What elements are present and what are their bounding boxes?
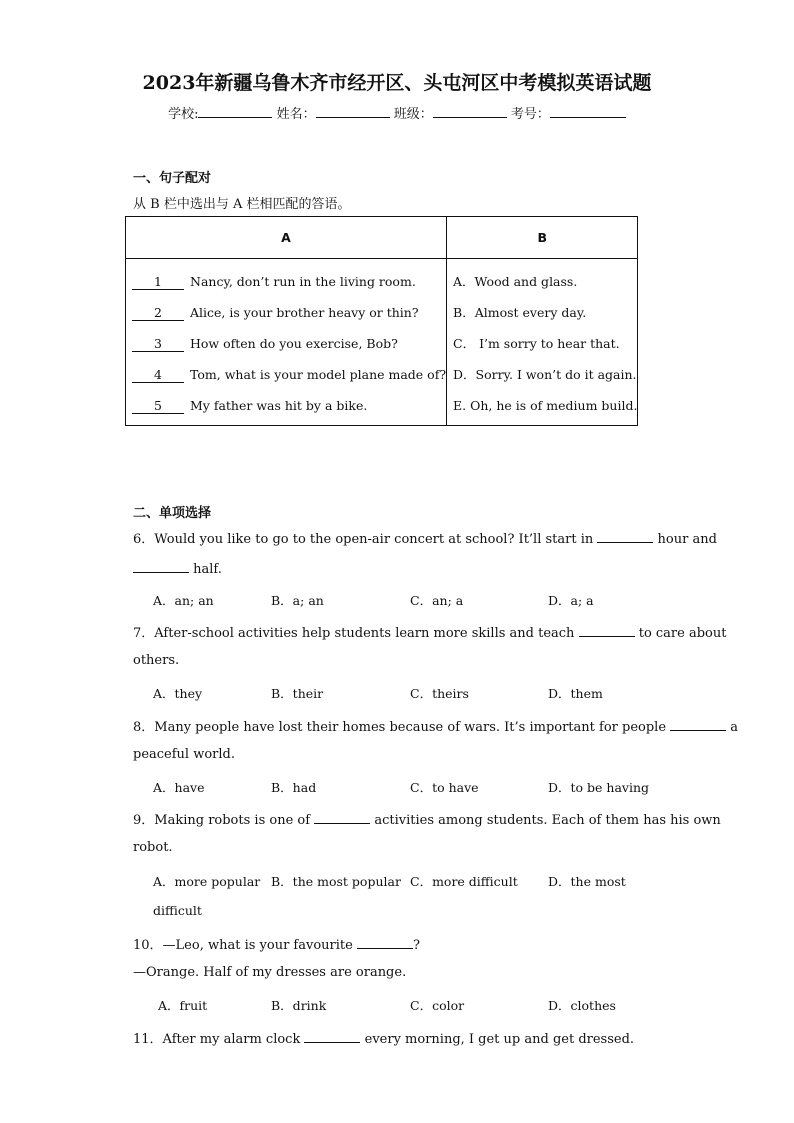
- q6-text-line2: half.: [193, 562, 222, 577]
- a-item: [126, 390, 446, 421]
- answer-blank: 1: [132, 275, 184, 290]
- class-label: 班级：: [393, 107, 433, 122]
- q8-option-b[interactable]: B．had: [271, 780, 317, 795]
- name-label: 姓名：: [276, 107, 316, 122]
- question-6: [133, 528, 717, 547]
- q8-text-cont: a: [730, 720, 739, 735]
- column-a-header: A: [126, 217, 447, 259]
- q11-blank: [304, 1030, 360, 1043]
- q6-option-a[interactable]: A．an; an: [153, 593, 214, 608]
- question-10: [133, 934, 420, 953]
- section1-heading: 一、句子配对: [133, 171, 212, 186]
- q6-blank-1: [597, 530, 653, 543]
- q7-text: 7．After-school activities help students learn more skills and teach: [133, 626, 575, 641]
- question-8: [133, 716, 738, 735]
- q7-option-a[interactable]: A．they: [153, 686, 203, 701]
- question-11: [133, 1028, 634, 1047]
- q9-option-d[interactable]: D．the most: [548, 874, 626, 889]
- q9-line-2: robot.: [133, 840, 173, 855]
- q8-option-c[interactable]: C．to have: [410, 780, 479, 795]
- q11-text: 11．After my alarm clock: [133, 1032, 301, 1047]
- answer-blank: 4: [132, 368, 184, 383]
- answer-blank: 3: [132, 337, 184, 352]
- q7-option-b[interactable]: B．their: [271, 686, 324, 701]
- q10-blank: [357, 936, 413, 949]
- column-a-cell: [126, 259, 447, 426]
- q10-line-2: —Orange. Half of my dresses are orange.: [133, 965, 407, 980]
- name-blank: [316, 105, 390, 118]
- a-item-text: Nancy, don’t run in the living room.: [190, 274, 416, 289]
- q8-blank: [670, 718, 726, 731]
- q8-option-d[interactable]: D．to be having: [548, 780, 650, 795]
- a-item: [126, 359, 446, 390]
- b-item: A．Wood and glass.: [453, 274, 578, 289]
- number-blank: [550, 105, 626, 118]
- b-item: C． I’m sorry to hear that.: [453, 336, 620, 351]
- q10-option-a[interactable]: A．fruit: [158, 998, 208, 1013]
- q10-option-b[interactable]: B．drink: [271, 998, 327, 1013]
- q9-blank: [314, 811, 370, 824]
- a-item-text: Alice, is your brother heavy or thin?: [190, 305, 419, 320]
- q9-option-b[interactable]: B．the most popular: [271, 874, 401, 889]
- column-b-header: B: [447, 217, 638, 259]
- matching-table: [125, 216, 638, 426]
- q7-line-2: others.: [133, 653, 180, 668]
- b-item: D．Sorry. I won’t do it again.: [453, 367, 637, 382]
- q6-text-cont: hour and: [657, 532, 717, 547]
- school-blank: [198, 105, 272, 118]
- q9-text-cont: activities among students. Each of them has his own: [374, 813, 721, 828]
- student-info-line: [0, 103, 794, 122]
- q6-blank-2: [133, 560, 189, 573]
- q10-option-d[interactable]: D．clothes: [548, 998, 616, 1013]
- a-item-text: My father was hit by a bike.: [190, 398, 368, 413]
- q6-option-c[interactable]: C．an; a: [410, 593, 464, 608]
- q6-line-2: [133, 560, 222, 577]
- section1-instruction: 从 B 栏中选出与 A 栏相匹配的答语。: [133, 197, 351, 212]
- q10-text-cont: ?: [412, 938, 420, 953]
- answer-blank: 2: [132, 306, 184, 321]
- answer-blank: 5: [132, 399, 184, 414]
- a-item-text: Tom, what is your model plane made of?: [190, 367, 447, 382]
- q10-option-c[interactable]: C．color: [410, 998, 465, 1013]
- q6-option-b[interactable]: B．a; an: [271, 593, 324, 608]
- q9-option-c[interactable]: C．more difficult: [410, 874, 518, 889]
- question-9: [133, 809, 721, 828]
- q7-text-cont: to care about: [638, 626, 727, 641]
- school-label: 学校:: [168, 107, 199, 122]
- a-item-text: How often do you exercise, Bob?: [190, 336, 398, 351]
- q8-option-a[interactable]: A．have: [153, 780, 205, 795]
- q7-option-d[interactable]: D．them: [548, 686, 603, 701]
- column-b-cell: [447, 259, 638, 426]
- q9-text: 9．Making robots is one of: [133, 813, 311, 828]
- section2-heading: 二、单项选择: [133, 506, 212, 521]
- number-label: 考号：: [510, 107, 550, 122]
- a-item: [126, 328, 446, 359]
- q7-blank: [579, 624, 635, 637]
- q7-option-c[interactable]: C．theirs: [410, 686, 469, 701]
- b-item: B．Almost every day.: [453, 305, 587, 320]
- a-item: [126, 297, 446, 328]
- q6-option-d[interactable]: D．a; a: [548, 593, 594, 608]
- q9-option-a[interactable]: A．more popular: [153, 874, 261, 889]
- q6-text: 6．Would you like to go to the open-air concert at school? It’ll start in: [133, 532, 594, 547]
- b-item: E. Oh, he is of medium build.: [453, 398, 638, 413]
- q10-text: 10．—Leo, what is your favourite: [133, 938, 353, 953]
- q9-option-d-continued: difficult: [153, 903, 202, 918]
- page-title: 2023年新疆乌鲁木齐市经开区、头屯河区中考模拟英语试题: [142, 72, 652, 94]
- q8-text: 8．Many people have lost their homes because of wars. It’s important for people: [133, 720, 667, 735]
- class-blank: [433, 105, 507, 118]
- question-7: [133, 622, 726, 641]
- q8-line-2: peaceful world.: [133, 747, 235, 762]
- q11-text-cont: every morning, I get up and get dressed.: [364, 1032, 635, 1047]
- a-item: [126, 266, 446, 297]
